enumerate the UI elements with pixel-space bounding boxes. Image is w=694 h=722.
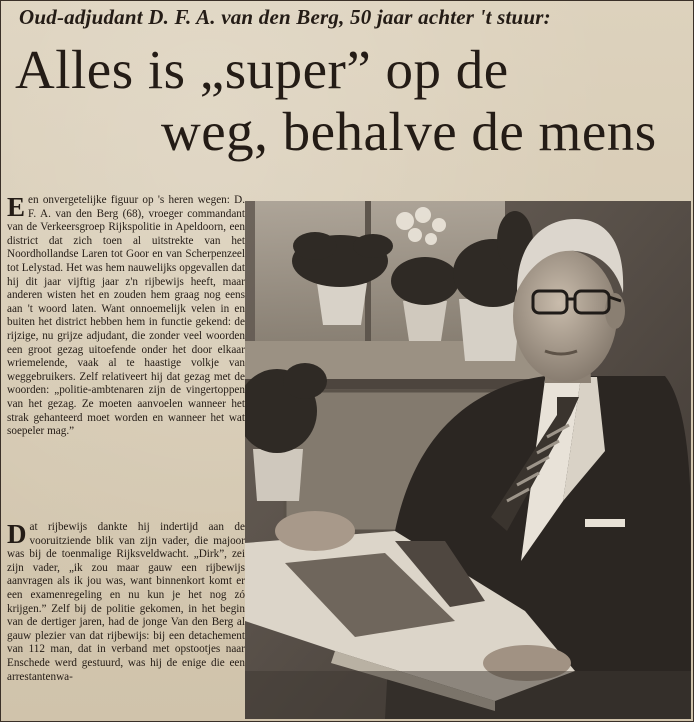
article-paragraph-1 bbox=[7, 194, 245, 514]
paragraph-text: en onvergetelijke figuur op 's heren wegen: D. F. A. van den Berg (68), vroeger commandant van de Verkeersgroep Rijkspolitie in Apeldoorn, een district dat zich toen al uitstrekte van het Noordhollandse Laren tot Goor en van Scherpenzeel tot Lelystad. Het was hem nauwelijks opgevallen dat hij dit jaar vijftig jaar z'n rijbewijs heeft, maar anderen wisten het en zouden hem graag nog eens aan 't woord laten. Want onnoemelijk velen in en buiten het district hebben hem in functie gekend: de rijzige, nu grijze adjudant, die zonder veel woorden een groot gezag uitoefende onder het door elkaar wriemelende, vaak al te haastige volkje van weggebruikers. Zelf relativeert hij dat gezag met de woorden: „politie-ambtenaren zijn de vingertoppen van het gezag. Ze moeten aanvoelen wanneer het strak gehanteerd moet worden en wanneer het wat soepeler mag.” bbox=[7, 194, 245, 438]
headline-line-2: weg, behalve de mens bbox=[161, 101, 657, 162]
dropcap: D bbox=[7, 519, 27, 549]
kicker-line: Oud-adjudant D. F. A. van den Berg, 50 jaar achter 't stuur: bbox=[19, 5, 551, 29]
headline bbox=[15, 39, 685, 163]
dropcap: E bbox=[7, 192, 26, 222]
headline-line-1: Alles is „super” op de bbox=[15, 39, 509, 100]
photo-illustration bbox=[245, 201, 691, 719]
portrait-photo bbox=[245, 201, 691, 719]
article-paragraph-2 bbox=[7, 521, 245, 719]
paragraph-text: at rijbewijs dankte hij indertijd aan de vooruitziende blik van zijn vader, die majoor was bij de toenmalige Rijksveldwacht. „Dirk”, zei zijn vader, „ik zou maar gauw een rijbewijs aanvragen als ik jou was, want binnenkort komt er een examenregeling en nu kun je het nog zó krijgen.” Zelf bij de politie gekomen, in het begin van de dertiger jaren, had de jonge Van den Berg al gauw plezier van dat rijbewijs: bij een detachement van 112 man, dat in verband met opstootjes naar Enschede werd gestuurd, was hij de enige die een arrestantenwa- bbox=[7, 521, 245, 683]
